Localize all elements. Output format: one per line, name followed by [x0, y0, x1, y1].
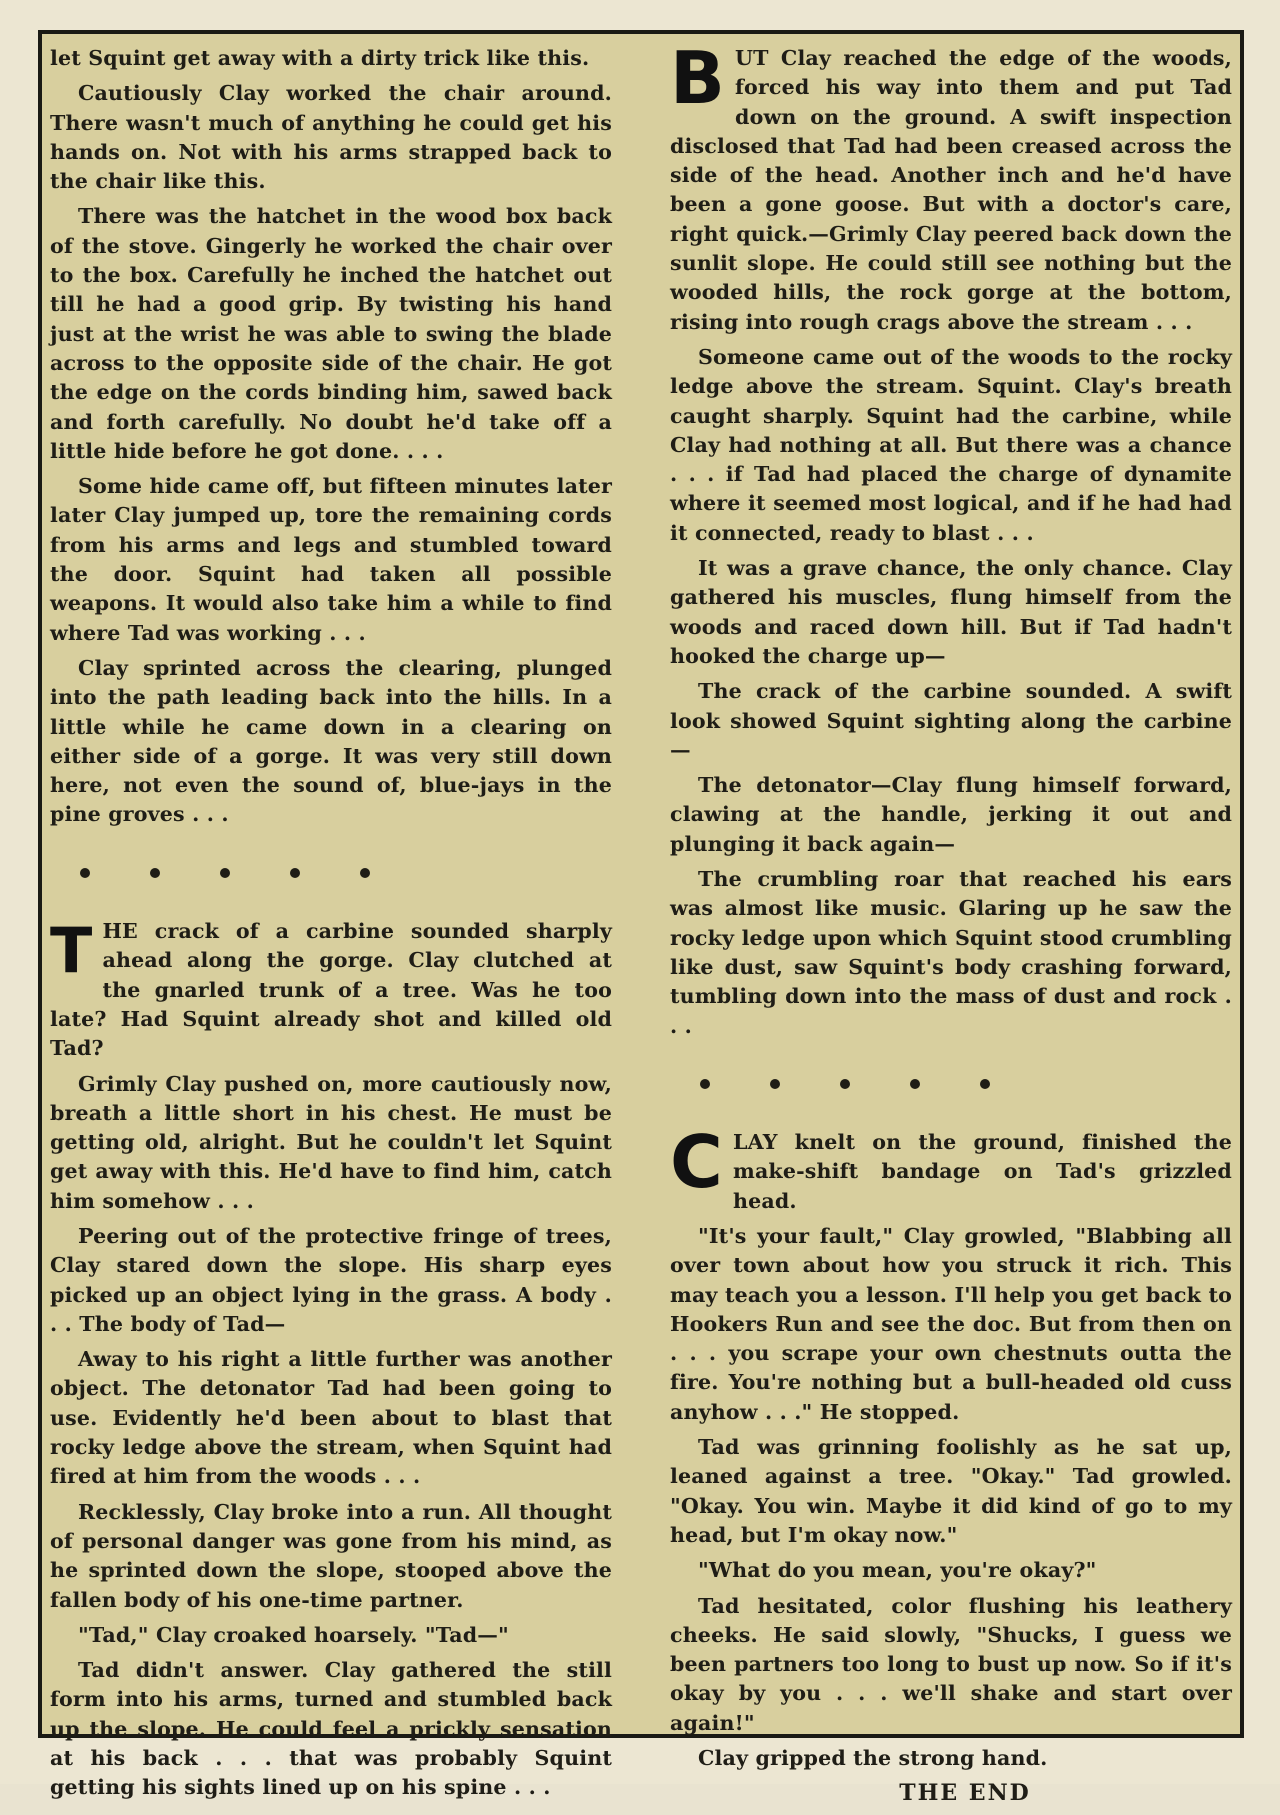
dot — [770, 1079, 780, 1089]
paragraph-text: LAY knelt on the ground, finished the make-shift bandage on Tad's grizzled head. — [733, 1130, 1232, 1213]
paragraph: The crack of the carbine sounded. A swift look showed Squint sighting along the carbine— — [670, 679, 1232, 762]
story-panel — [38, 30, 1244, 1807]
paragraph: Grimly Clay pushed on, more cautiously now, breath a little short in his chest. He must be getting old, alright. But he couldn't let Squint get away with this. He'd have to find him, catch him somehow . . . — [50, 1071, 612, 1213]
paragraph: Tad was grinning foolishly as he sat up, leaned against a tree. "Okay." Tad growled. "Okay. You win. Maybe it did kind of go to my head, but I'm okay now." — [670, 1435, 1232, 1547]
paragraph: Away to his right a little further was another object. The detonator Tad had been going to use. Evidently he'd been about to blast that rocky ledge above the stream, when Squint had fired at him from the woods . . . — [50, 1347, 612, 1489]
dot — [980, 1079, 990, 1089]
the-end-label: THE END — [899, 1780, 1031, 1807]
paragraph: Someone came out of the woods to the rocky ledge above the stream. Squint. Clay's breath caught sharply. Squint had the carbine, while Clay had nothing at all. But there was a chance . . . if Tad had placed the charge of dynamite where it seemed most logical, and if he had had it connected, ready to blast . . . — [670, 344, 1232, 545]
dot — [910, 1079, 920, 1089]
paragraph-text: HE crack of a carbine sounded sharply ahead along the gorge. Clay clutched at the gnarled trunk of a tree. Was he too late? Had Squint already shot and killed old Tad? — [50, 919, 612, 1061]
dot — [150, 868, 160, 878]
paragraph: The detonator—Clay flung himself forward, clawing at the handle, jerking it out and plunging it back again— — [670, 773, 1232, 856]
drop-cap: B — [670, 36, 726, 120]
paragraph: Tad hesitated, color flushing his leathery cheeks. He said slowly, "Shucks, I guess we been partners too long to bust up now. So if it's okay by you . . . we'll shake and start over again!" — [670, 1593, 1232, 1735]
paragraph: let Squint get away with a dirty trick like this. — [50, 46, 590, 70]
paragraph: Clay sprinted across the clearing, plunged into the path leading back into the hills. In a little while he came down in a clearing on either side of a gorge. It was very still down here, not even the sound of, blue-jays in the pine groves . . . — [50, 655, 612, 827]
paragraph: "It's your fault," Clay growled, "Blabbing all over town about how you struck it rich. This may teach you a lesson. I'll help you get back to Hookers Run and see the doc. But from then on . . . you scrape your own chestnuts outta the fire. You're nothing but a bull-headed old cuss anyhow . . ." He stopped. — [670, 1223, 1232, 1424]
drop-cap: C — [670, 1120, 723, 1205]
paragraph-dropcap — [670, 1120, 1232, 1216]
paragraph-dropcap — [50, 914, 612, 1063]
paragraph: Cautiously Clay worked the chair around. There wasn't much of anything he could get his hands on. Not with his arms strapped back to the chair like this. — [50, 81, 612, 194]
paragraph-text: UT Clay reached the edge of the woods, forced his way into them and put Tad down on the ground. A swift inspection disclosed that Tad had been creased across the side of the head. Another inch and he'd have been a gone goose. But with a doctor's care, right quick.—Grimly Clay peered back down the sunlit slope. He could still see nothing but the wooded hills, the rock gorge at the bottom, rising into rough crags above the stream . . . — [670, 46, 1232, 334]
paragraph-dropcap — [670, 36, 1232, 337]
dot — [700, 1079, 710, 1089]
paragraph: Recklessly, Clay broke into a run. All thought of personal danger was gone from his mind, as he sprinted down the slope, stooped above the fallen body of his one-time partner. — [50, 1499, 612, 1612]
paragraph: "What do you mean, you're okay?" — [698, 1558, 1097, 1583]
paragraph: Peering out of the protective fringe of trees, Clay stared down the slope. His sharp eyes picked up an object lying in the grass. A body . . . The body of Tad— — [50, 1223, 612, 1336]
dot — [220, 868, 230, 878]
paragraph: The crumbling roar that reached his ears was almost like music. Glaring up he saw the rocky ledge upon which Squint stood crumbling like dust, saw Squint's body crashing forward, tumbling down into the mass of dust and rock . . . — [670, 867, 1232, 1038]
paragraph: Some hide came off, but fifteen minutes later later Clay jumped up, tore the remaining cords from his arms and legs and stumbled toward the door. Squint had taken all possible weapons. It would also take him a while to find where Tad was working . . . — [50, 474, 612, 645]
section-break-dots — [50, 858, 612, 887]
dot — [360, 868, 370, 878]
paragraph: Clay gripped the strong hand. — [698, 1746, 1048, 1771]
section-break-dots — [670, 1069, 1232, 1098]
paragraph: "Tad," Clay croaked hoarsely. "Tad—" — [78, 1622, 509, 1647]
left-column — [50, 44, 612, 1809]
paragraph: There was the hatchet in the wood box back of the stove. Gingerly he worked the chair over to the box. Carefully he inched the hatchet out till he had a good grip. By twisting his hand just at the wrist he was able to swing the blade across to the opposite side of the chair. He got the edge on the cords binding him, sawed back and forth carefully. No doubt he'd take off a little hide before he got done. . . . — [50, 204, 612, 463]
dot — [840, 1079, 850, 1089]
dot — [290, 868, 300, 878]
paragraph: Tad didn't answer. Clay gathered the still form into his arms, turned and stumbled back up the slope. He could feel a prickly sensation at his back . . . that was probably Squint getting his sights lined up on his spine . . . — [50, 1658, 612, 1800]
dot — [80, 868, 90, 878]
drop-cap: T — [50, 914, 93, 988]
paragraph: It was a grave chance, the only chance. Clay gathered his muscles, flung himself from the woods and raced down hill. But if Tad hadn't hooked the charge up— — [670, 556, 1232, 668]
right-column — [670, 36, 1232, 1815]
